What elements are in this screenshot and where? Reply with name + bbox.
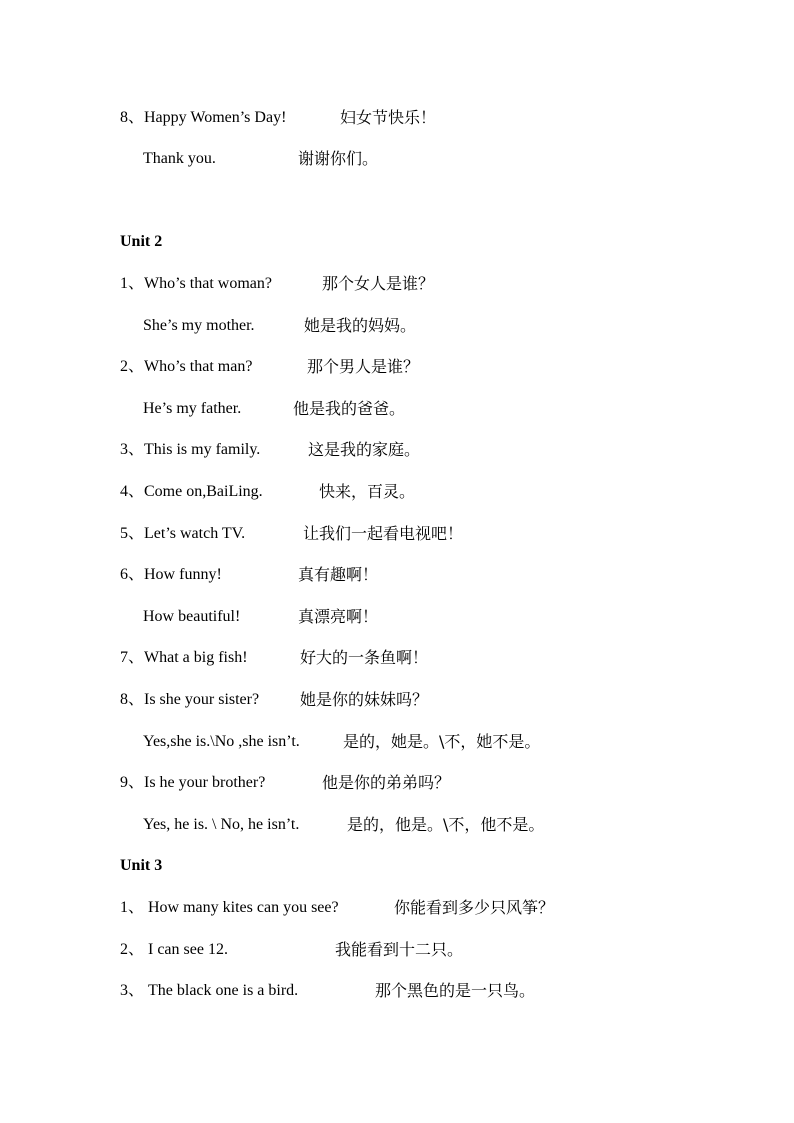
- line-zh: 他是我的爸爸。: [293, 399, 406, 418]
- line-zh: 那个男人是谁？: [307, 357, 420, 376]
- line-en: 9、Is he your brother?: [120, 774, 266, 791]
- line-zh: 那个黑色的是一只鸟。: [375, 981, 536, 1000]
- line-zh: 是的，他是。\不，他不是。: [347, 815, 545, 834]
- line-en: Thank you.: [143, 150, 216, 167]
- line-en: She’s my mother.: [143, 317, 255, 334]
- line-zh: 是的，她是。\不，她不是。: [343, 732, 541, 751]
- line-zh: 你能看到多少只风筝？: [394, 898, 555, 917]
- line-zh: 她是你的妹妹吗？: [300, 690, 429, 709]
- line-en: 1、 How many kites can you see?: [120, 899, 339, 916]
- line-en: 6、How funny!: [120, 566, 222, 583]
- line-zh: 真漂亮啊！: [298, 607, 379, 626]
- line-zh: 我能看到十二只。: [335, 940, 464, 959]
- line-zh: 真有趣啊！: [298, 565, 379, 584]
- line-en: 3、 The black one is a bird.: [120, 982, 299, 999]
- line-zh: 好大的一条鱼啊！: [300, 648, 429, 667]
- line-en: 7、What a big fish!: [120, 649, 248, 666]
- line-zh: 快来，百灵。: [319, 482, 416, 501]
- unit-heading: Unit 2: [120, 233, 163, 250]
- line-en: 3、This is my family.: [120, 441, 261, 458]
- line-zh: 那个女人是谁？: [322, 274, 435, 293]
- line-en: 2、 I can see 12.: [120, 941, 228, 958]
- line-en: 8、Is she your sister?: [120, 691, 260, 708]
- line-en: Yes,she is.\No ,she isn’t.: [143, 733, 300, 750]
- unit-heading: Unit 3: [120, 857, 163, 874]
- line-zh: 妇女节快乐！: [340, 108, 437, 127]
- line-zh: 让我们一起看电视吧！: [303, 524, 464, 543]
- line-zh: 谢谢你们。: [298, 149, 379, 168]
- line-en: 2、Who’s that man?: [120, 358, 253, 375]
- line-en: 5、Let’s watch TV.: [120, 525, 246, 542]
- line-zh: 她是我的妈妈。: [304, 316, 417, 335]
- line-en: He’s my father.: [143, 400, 242, 417]
- line-en: Yes, he is. \ No, he isn’t.: [143, 816, 300, 833]
- line-en: 1、Who’s that woman?: [120, 275, 272, 292]
- line-zh: 他是你的弟弟吗？: [322, 773, 451, 792]
- line-zh: 这是我的家庭。: [308, 440, 421, 459]
- line-en: How beautiful!: [143, 608, 241, 625]
- line-en: 8、Happy Women’s Day!: [120, 109, 287, 126]
- line-en: 4、Come on,BaiLing.: [120, 483, 263, 500]
